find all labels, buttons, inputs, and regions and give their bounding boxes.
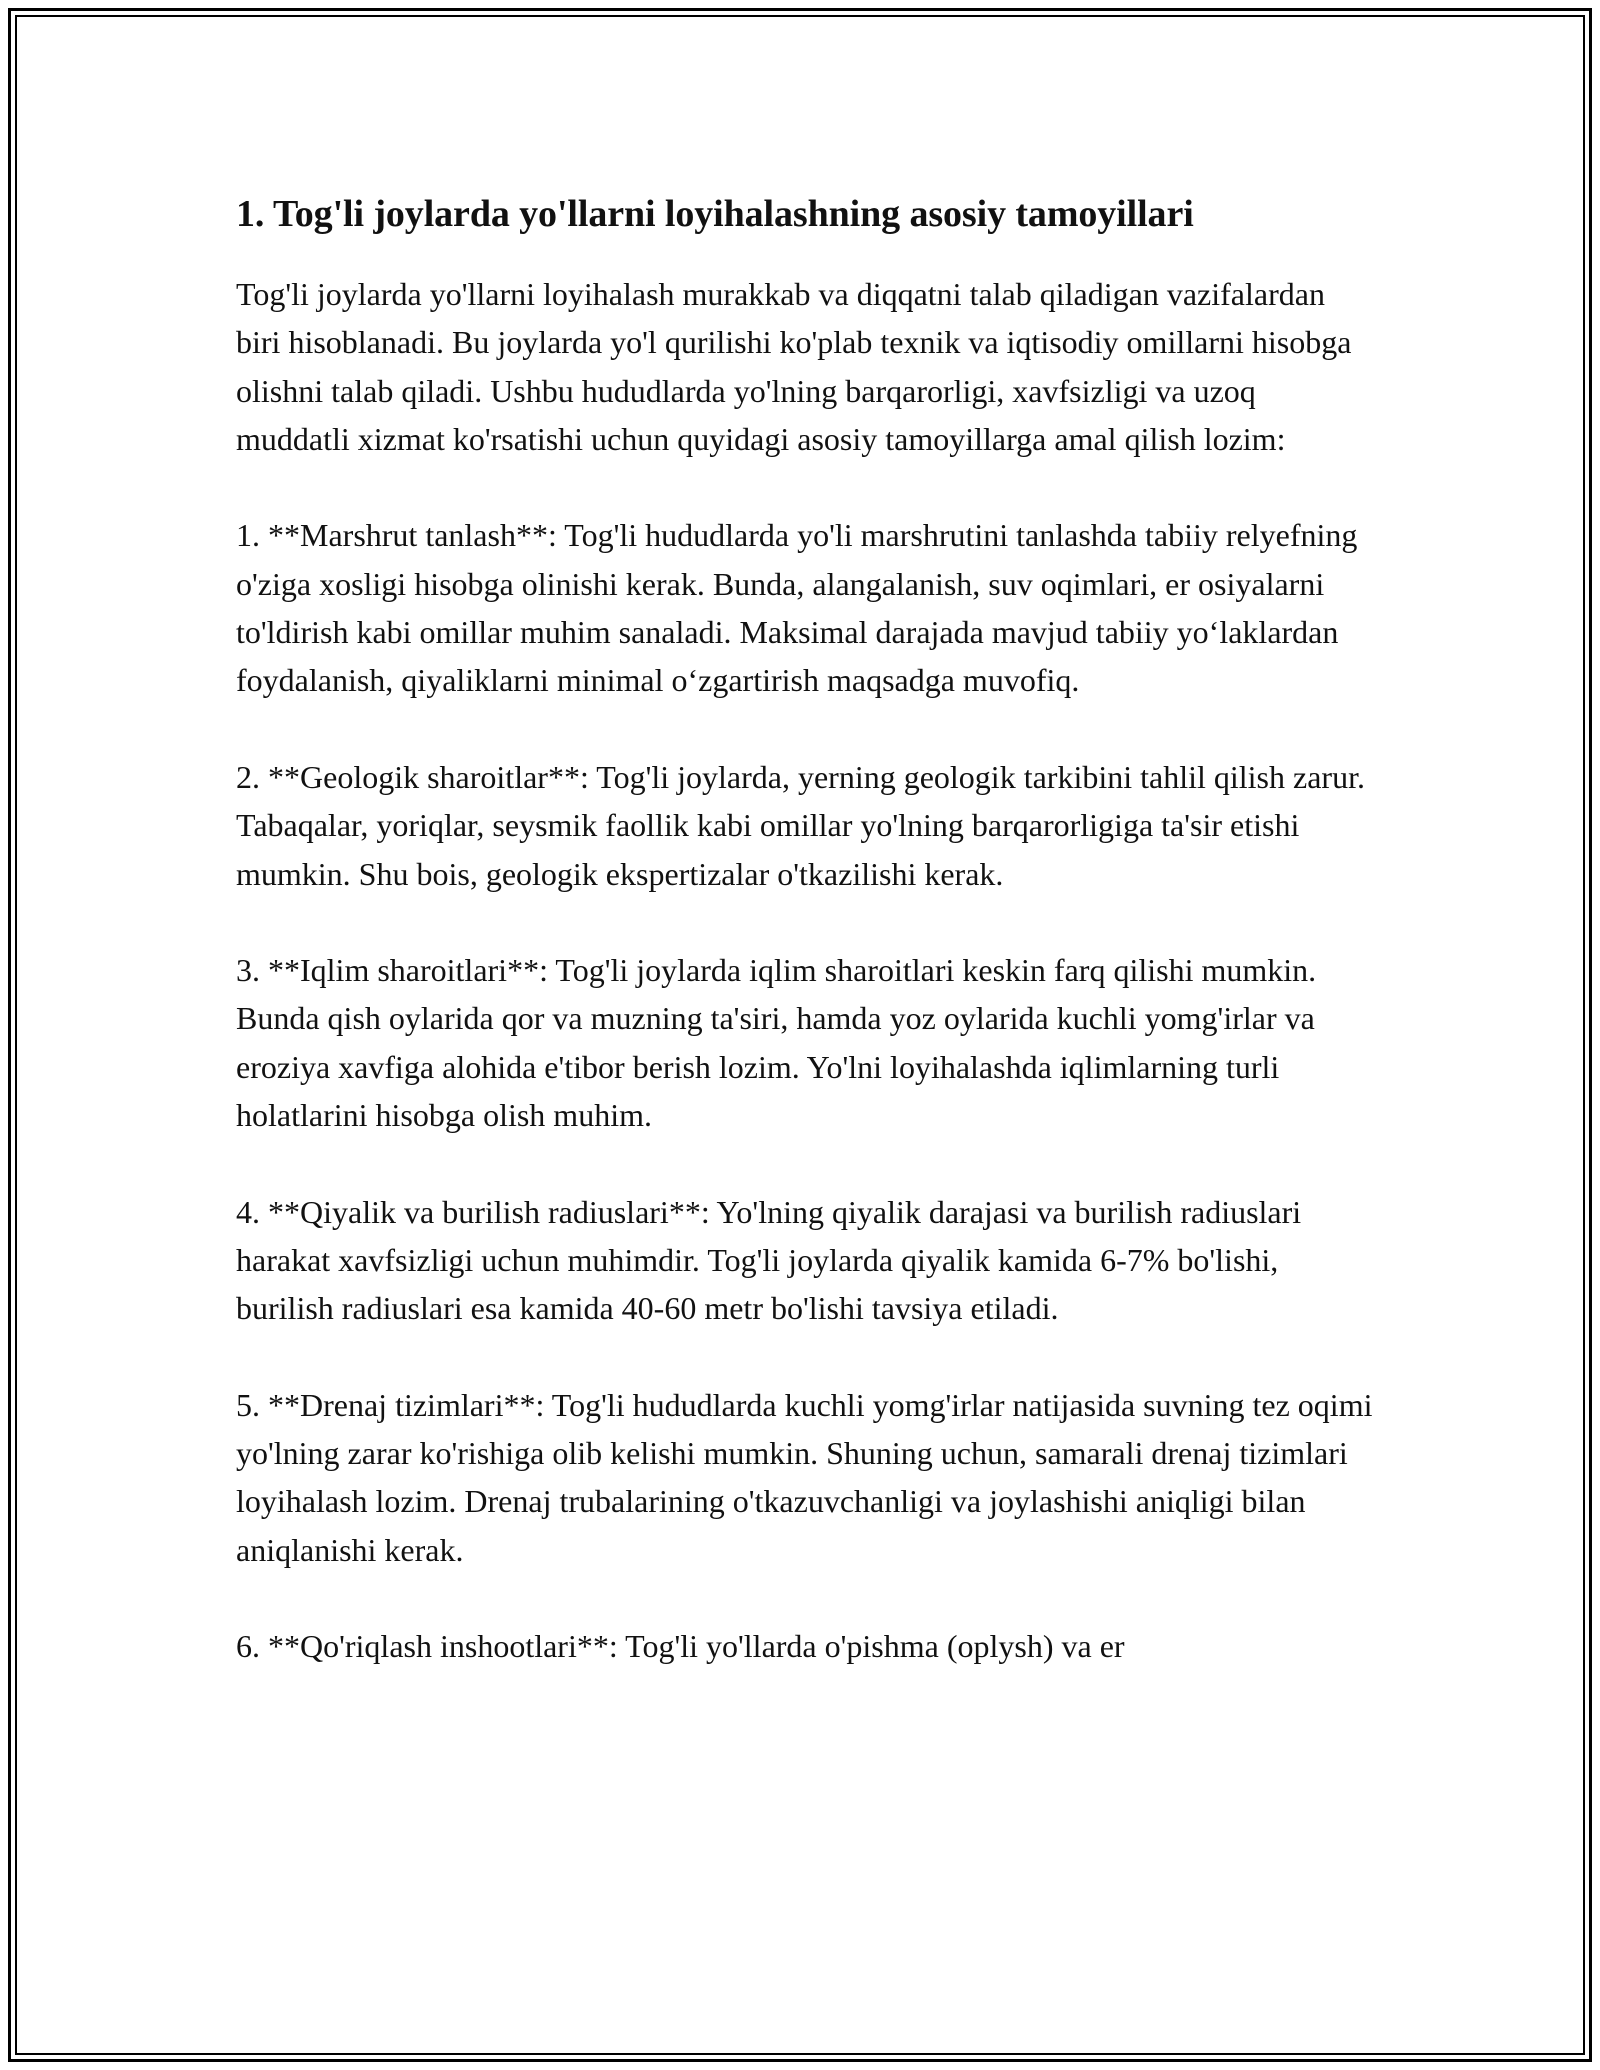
paragraph-climate-conditions: 3. **Iqlim sharoitlari**: Tog'li joylarda iqlim sharoitlari keskin farq qilishi mumkin. Bunda qish oylarida qor va muzning ta'siri, hamda yoz oylarida kuchli yomg'irlar va eroziya xavfiga alohida e'tibor berish lozim. Yo'lni loyihalashda iqlimlarning turli holatlarini hisobga olish muhim. bbox=[236, 952, 1317, 1134]
section-heading: 1. Tog'li joylarda yo'llarni loyihalashning asosiy tamoyillari bbox=[236, 193, 1194, 235]
intro-paragraph: Tog'li joylarda yo'llarni loyihalash murakkab va diqqatni talab qiladigan vazifalardan biri hisoblanadi. Bu joylarda yo'l qurilishi ko'plab texnik va iqtisodiy omillarni hisobga olishni talab qiladi. Ushbu hududlarda yo'lning barqarorligi, xavfsizligi va uzoq muddatli xizmat ko'rsatishi uchun quyidagi asosiy tamoyillarga amal qilish lozim: bbox=[236, 276, 1352, 457]
paragraph-geological-conditions: 2. **Geologik sharoitlar**: Tog'li joylarda, yerning geologik tarkibini tahlil qilish zarur. Tabaqalar, yoriqlar, seysmik faollik kabi omillar yo'lning barqarorligiga ta'sir etishi mumkin. Shu bois, geologik ekspertizalar o'tkazilishi kerak. bbox=[236, 758, 1365, 892]
paragraph-protective-structures: 6. **Qo'riqlash inshootlari**: Tog'li yo'llarda o'pishma (oplysh) va er bbox=[236, 1628, 1125, 1665]
paragraph-slope-and-curve-radii: 4. **Qiyalik va burilish radiuslari**: Yo'lning qiyalik darajasi va burilish radiuslari harakat xavfsizligi uchun muhimdir. Tog'li joylarda qiyalik kamida 6-7% bo'lishi, burilish radiuslari esa kamida 40-60 metr bo'lishi tavsiya etiladi. bbox=[236, 1193, 1302, 1327]
paragraph-route-selection: 1. **Marshrut tanlash**: Tog'li hududlarda yo'li marshrutini tanlashda tabiiy relyefning o'ziga xosligi hisobga olinishi kerak. Bunda, alangalanish, suv oqimlari, er osiyalarni to'ldirish kabi omillar muhim sanaladi. Maksimal darajada mavjud tabiiy yo‘laklardan foydalanish, qiyaliklarni minimal o‘zgartirish maqsadga muvofiq. bbox=[236, 517, 1358, 699]
paragraph-drainage-systems: 5. **Drenaj tizimlari**: Tog'li hududlarda kuchli yomg'irlar natijasida suvning tez oqimi yo'lning zarar ko'rishiga olib kelishi mumkin. Shuning uchun, samarali drenaj tizimlari loyihalash lozim. Drenaj trubalarining o'tkazuvchanligi va joylashishi aniqligi bilan aniqlanishi kerak. bbox=[236, 1386, 1373, 1568]
document-body bbox=[236, 186, 1376, 1671]
